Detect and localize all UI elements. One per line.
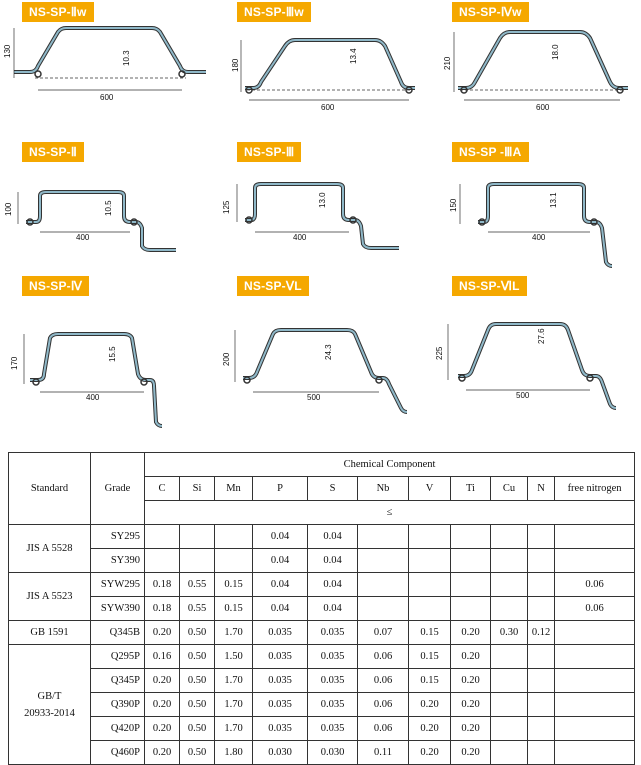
value-cell: 0.035	[253, 621, 308, 645]
value-cell	[180, 549, 215, 573]
element-header: C	[145, 477, 180, 501]
sheet-pile-profile-diagram	[215, 162, 430, 272]
thickness-dimension: 15.5	[108, 346, 117, 362]
thickness-dimension: 18.0	[551, 44, 560, 60]
value-cell	[491, 549, 528, 573]
value-cell: 0.030	[308, 741, 358, 765]
table-row	[9, 669, 635, 693]
value-cell: 0.20	[451, 645, 491, 669]
value-cell: 0.04	[308, 525, 358, 549]
value-cell: 0.15	[215, 597, 253, 621]
grade-cell: Q345P	[91, 669, 145, 693]
value-cell	[555, 525, 635, 549]
value-cell: 0.20	[451, 669, 491, 693]
table-row	[9, 693, 635, 717]
thickness-dimension: 13.1	[549, 192, 558, 208]
value-cell	[180, 525, 215, 549]
value-cell	[215, 549, 253, 573]
profile-label: NS-SP-Ⅲ	[237, 142, 301, 162]
value-cell	[555, 645, 635, 669]
chemical-component-table	[8, 452, 635, 765]
value-cell: 0.035	[253, 717, 308, 741]
value-cell	[528, 597, 555, 621]
element-header: N	[528, 477, 555, 501]
value-cell	[555, 621, 635, 645]
value-cell: 0.30	[491, 621, 528, 645]
value-cell: 0.035	[308, 693, 358, 717]
element-header: Nb	[358, 477, 409, 501]
value-cell: 0.07	[358, 621, 409, 645]
value-cell	[491, 597, 528, 621]
height-dimension: 225	[435, 346, 444, 360]
value-cell: 0.035	[253, 669, 308, 693]
profile-label: NS-SP-Ⅲw	[237, 2, 311, 22]
value-cell	[555, 741, 635, 765]
value-cell: 1.70	[215, 693, 253, 717]
table-row	[9, 597, 635, 621]
value-cell: 0.20	[451, 693, 491, 717]
value-cell: 0.15	[215, 573, 253, 597]
value-cell: 0.035	[308, 669, 358, 693]
sheet-pile-profile-diagram	[215, 20, 430, 115]
value-cell	[491, 573, 528, 597]
value-cell: 0.04	[253, 525, 308, 549]
value-cell: 0.20	[145, 741, 180, 765]
height-dimension: 210	[443, 56, 452, 70]
element-header: S	[308, 477, 358, 501]
element-header: Cu	[491, 477, 528, 501]
value-cell	[528, 741, 555, 765]
element-header: Ti	[451, 477, 491, 501]
width-dimension: 500	[516, 391, 530, 400]
value-cell: 0.16	[145, 645, 180, 669]
value-cell: 0.20	[451, 621, 491, 645]
table-row	[9, 525, 635, 549]
table-row	[9, 573, 635, 597]
value-cell: 0.04	[308, 573, 358, 597]
thickness-dimension: 24.3	[324, 344, 333, 360]
value-cell	[528, 693, 555, 717]
thickness-dimension: 13.4	[349, 48, 358, 64]
value-cell	[409, 549, 451, 573]
value-cell	[145, 525, 180, 549]
value-cell	[358, 525, 409, 549]
element-header: Mn	[215, 477, 253, 501]
standard-number: 20933-2014	[24, 707, 75, 719]
standard-header: Standard	[9, 453, 91, 525]
value-cell	[409, 573, 451, 597]
value-cell	[358, 573, 409, 597]
sheet-pile-profile-diagram	[0, 162, 215, 272]
value-cell	[528, 669, 555, 693]
standard-name: GB 1591	[30, 627, 69, 638]
value-cell: 0.06	[555, 573, 635, 597]
grade-header: Grade	[91, 453, 145, 525]
value-cell: 0.035	[308, 621, 358, 645]
element-header: free nitrogen	[555, 477, 635, 501]
thickness-dimension: 10.3	[122, 50, 131, 66]
value-cell	[409, 597, 451, 621]
table-row	[9, 645, 635, 669]
value-cell	[215, 525, 253, 549]
value-cell: 0.50	[180, 717, 215, 741]
sheet-pile-profile-diagram	[0, 20, 215, 115]
value-cell	[491, 717, 528, 741]
value-cell	[528, 573, 555, 597]
value-cell: 0.50	[180, 693, 215, 717]
sheet-pile-profile-diagram	[430, 20, 641, 115]
table-row	[9, 621, 635, 645]
value-cell: 0.55	[180, 597, 215, 621]
standard-name: GB/T	[37, 690, 62, 702]
grade-cell: Q460P	[91, 741, 145, 765]
value-cell: 0.15	[409, 645, 451, 669]
value-cell: 0.20	[409, 693, 451, 717]
value-cell: 0.20	[145, 621, 180, 645]
width-dimension: 400	[86, 393, 100, 402]
value-cell: 0.06	[358, 693, 409, 717]
sheet-pile-profile-diagram	[215, 296, 430, 436]
value-cell	[491, 741, 528, 765]
width-dimension: 600	[536, 103, 550, 112]
value-cell	[528, 717, 555, 741]
grade-cell: SY295	[91, 525, 145, 549]
width-dimension: 400	[76, 233, 90, 242]
value-cell	[145, 549, 180, 573]
value-cell	[555, 693, 635, 717]
thickness-dimension: 13.0	[318, 192, 327, 208]
value-cell: 0.06	[555, 597, 635, 621]
height-dimension: 180	[231, 58, 240, 72]
value-cell: 0.15	[409, 669, 451, 693]
value-cell	[451, 573, 491, 597]
value-cell	[555, 549, 635, 573]
value-cell: 0.20	[451, 741, 491, 765]
value-cell: 0.06	[358, 645, 409, 669]
chemical-component-header: Chemical Component	[145, 453, 635, 477]
grade-cell: Q390P	[91, 693, 145, 717]
value-cell: 0.035	[308, 717, 358, 741]
value-cell: 0.50	[180, 741, 215, 765]
grade-cell: Q345B	[91, 621, 145, 645]
element-header: Si	[180, 477, 215, 501]
value-cell: 0.04	[253, 597, 308, 621]
value-cell: 0.06	[358, 717, 409, 741]
standard-name: JIS A 5523	[26, 591, 73, 602]
value-cell	[491, 645, 528, 669]
value-cell: 0.04	[253, 573, 308, 597]
limit-symbol: ≤	[145, 501, 635, 525]
value-cell: 0.04	[308, 549, 358, 573]
value-cell: 0.18	[145, 597, 180, 621]
standard-cell	[9, 525, 91, 573]
grade-cell: Q295P	[91, 645, 145, 669]
height-dimension: 100	[4, 202, 13, 216]
value-cell: 0.20	[451, 717, 491, 741]
value-cell	[451, 525, 491, 549]
value-cell: 0.20	[409, 741, 451, 765]
value-cell	[451, 597, 491, 621]
value-cell	[555, 669, 635, 693]
grade-cell: SYW390	[91, 597, 145, 621]
height-dimension: 130	[3, 44, 12, 58]
value-cell: 0.50	[180, 645, 215, 669]
profile-label: NS-SP-Ⅳ	[22, 276, 89, 296]
profile-label: NS-SP-Ⅱw	[22, 2, 94, 22]
profile-label: NS-SP -ⅢA	[452, 142, 529, 162]
value-cell: 0.20	[145, 693, 180, 717]
height-dimension: 150	[449, 198, 458, 212]
element-header: P	[253, 477, 308, 501]
value-cell: 0.50	[180, 669, 215, 693]
table-row	[9, 717, 635, 741]
width-dimension: 400	[532, 233, 546, 242]
thickness-dimension: 10.5	[104, 200, 113, 216]
sheet-pile-profile-diagram	[0, 296, 215, 436]
thickness-dimension: 27.6	[537, 328, 546, 344]
value-cell: 1.50	[215, 645, 253, 669]
table-row	[9, 549, 635, 573]
value-cell: 0.20	[409, 717, 451, 741]
value-cell: 0.11	[358, 741, 409, 765]
element-header: V	[409, 477, 451, 501]
width-dimension: 500	[307, 393, 321, 402]
value-cell	[451, 549, 491, 573]
value-cell: 0.18	[145, 573, 180, 597]
height-dimension: 200	[222, 352, 231, 366]
value-cell: 0.20	[145, 669, 180, 693]
value-cell: 1.70	[215, 717, 253, 741]
value-cell	[409, 525, 451, 549]
profile-label: NS-SP-Ⅳw	[452, 2, 529, 22]
value-cell: 0.50	[180, 621, 215, 645]
height-dimension: 125	[222, 200, 231, 214]
standard-cell	[9, 573, 91, 621]
grade-cell: SY390	[91, 549, 145, 573]
standard-cell	[9, 645, 91, 765]
sheet-pile-profile-diagram	[430, 162, 641, 272]
value-cell	[555, 717, 635, 741]
value-cell: 1.70	[215, 621, 253, 645]
width-dimension: 600	[100, 93, 114, 102]
value-cell: 0.04	[308, 597, 358, 621]
value-cell	[528, 645, 555, 669]
standard-cell	[9, 621, 91, 645]
height-dimension: 170	[10, 356, 19, 370]
grade-cell: SYW295	[91, 573, 145, 597]
value-cell: 0.035	[253, 693, 308, 717]
value-cell	[528, 549, 555, 573]
value-cell: 0.035	[253, 645, 308, 669]
value-cell: 0.030	[253, 741, 308, 765]
width-dimension: 400	[293, 233, 307, 242]
value-cell: 0.12	[528, 621, 555, 645]
value-cell: 0.06	[358, 669, 409, 693]
value-cell	[358, 549, 409, 573]
value-cell	[491, 525, 528, 549]
width-dimension: 600	[321, 103, 335, 112]
table-row	[9, 741, 635, 765]
grade-cell: Q420P	[91, 717, 145, 741]
value-cell	[491, 669, 528, 693]
value-cell: 0.20	[145, 717, 180, 741]
value-cell: 0.035	[308, 645, 358, 669]
sheet-pile-profile-diagram	[430, 296, 641, 436]
value-cell: 0.15	[409, 621, 451, 645]
value-cell: 0.04	[253, 549, 308, 573]
standard-name: JIS A 5528	[26, 543, 73, 554]
value-cell: 1.80	[215, 741, 253, 765]
profile-label: NS-SP-Ⅱ	[22, 142, 84, 162]
value-cell	[491, 693, 528, 717]
value-cell	[358, 597, 409, 621]
profile-label: NS-SP-ⅤL	[237, 276, 309, 296]
value-cell: 1.70	[215, 669, 253, 693]
value-cell	[528, 525, 555, 549]
profile-label: NS-SP-ⅥL	[452, 276, 527, 296]
value-cell: 0.55	[180, 573, 215, 597]
